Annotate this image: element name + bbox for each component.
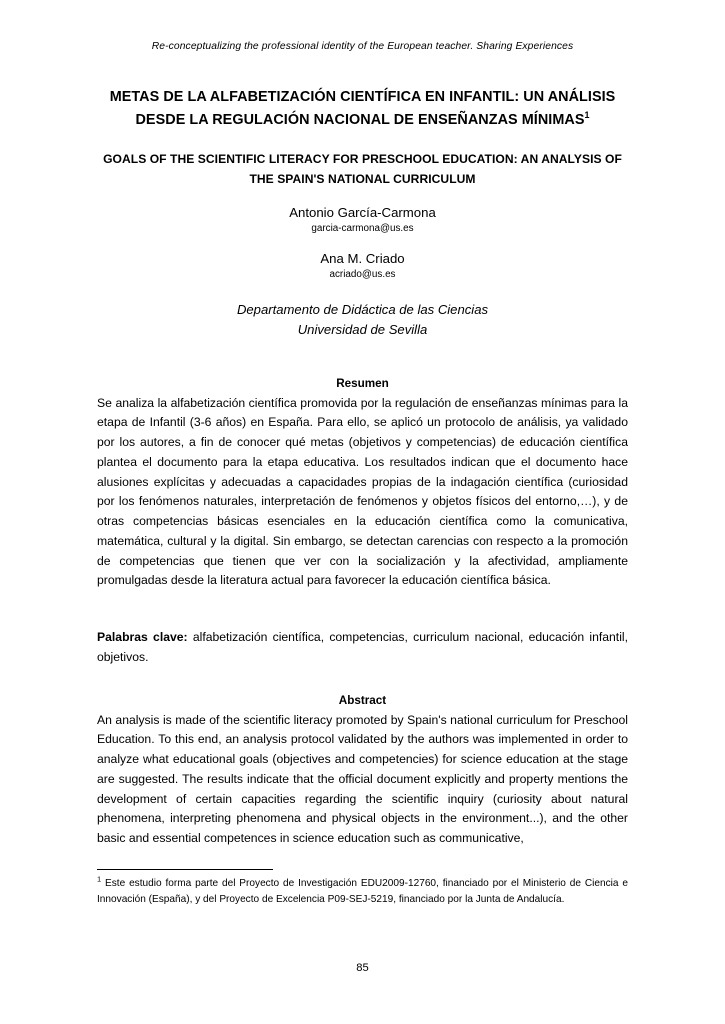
keywords-label: Palabras clave: [97, 630, 188, 644]
title-block [90, 86, 635, 132]
abstract-heading: Abstract [338, 694, 387, 707]
page-number: 85 [356, 962, 369, 974]
abstract-text: An analysis is made of the scientific literacy promoted by Spain's national curriculum for Preschool Education. To this end, an analysis protocol validated by the authors was implemented in order to analyze what educational goals (objectives and competencies) for science education at the stage are suggested. The results indicate that the official document explicitly and property mentions the development of certain capacities regarding the scientific inquiry (curiosity about natural phenomena, interpreting phenomena and physical objects in the environment...), and the other basic and essential competences in science education such as communicative, [97, 712, 628, 846]
author-email[interactable]: garcia-carmona@us.es [311, 223, 414, 235]
keywords-text: alfabetización científica, competencias, curriculum nacional, educación infantil, objetivos. [97, 630, 628, 664]
title-footnote-marker: 1 [584, 109, 590, 120]
affiliation-department: Departamento de Didáctica de las Ciencias [236, 302, 489, 317]
resumen-text: Se analiza la alfabetización científica promovida por la regulación de enseñanzas mínimas para la etapa de Infantil (3-6 años) en España. Para ello, se aplicó un protocolo de análisis, ya validado por los autores, a fin de conocer qué metas (objetivos y competencias) de educación científica plantea el documento para la etapa educativa. Los resultados indican que el documento hace alusiones explícitas y adecuadas a capacidades propias de la indagación científica (curiosidad por los fenómenos naturales, interpretación de fenómenos y objetos físicos del entorno,…), y de otras competencias básicas esenciales en la educación científica como la comunicativa, matemática, cultural y la digital. Sin embargo, se detectan carencias con respecto a la promoción de competencias que tienen que ver con la socialización y la afectividad, ampliamente promulgadas desde la literatura actual para favorecer la educación científica básica. [97, 395, 628, 588]
keywords-section [97, 628, 628, 668]
author-name: Antonio García-Carmona [289, 205, 436, 220]
footnote-separator [97, 869, 273, 870]
keywords-paragraph [97, 628, 628, 668]
page-title-spanish-text: METAS DE LA ALFABETIZACIÓN CIENTÍFICA EN INFANTIL: UN ANÁLISIS DESDE LA REGULACIÓN NACIONAL DE ENSEÑANZAS MÍNIMAS [109, 89, 616, 128]
running-head: Re-conceptualizing the professional identity of the European teacher. Sharing Experiences [151, 41, 574, 52]
page-title-english: GOALS OF THE SCIENTIFIC LITERACY FOR PRESCHOOL EDUCATION: AN ANALYSIS OF THE SPAIN'S NATIONAL CURRICULUM [103, 152, 622, 186]
author-spacer [97, 237, 628, 249]
abstract-section [97, 692, 628, 849]
resumen-section [97, 375, 628, 591]
author-name: Ana M. Criado [320, 251, 405, 266]
footnote [97, 876, 628, 909]
author-email[interactable]: acriado@us.es [329, 269, 396, 281]
page-title-spanish [90, 86, 635, 132]
footnote-text: Este estudio forma parte del Proyecto de Investigación EDU2009-12760, financiado por el Ministerio de Ciencia e Innovación (España), y del Proyecto de Excelencia P09-SEJ-5219, financiado por la Junta de Andalucía. [97, 878, 628, 906]
affiliation-institution: Universidad de Sevilla [297, 321, 428, 337]
resumen-heading: Resumen [336, 377, 389, 390]
author-block [97, 203, 628, 283]
footnote-marker: 1 [97, 874, 102, 884]
affiliation-block [97, 300, 628, 340]
